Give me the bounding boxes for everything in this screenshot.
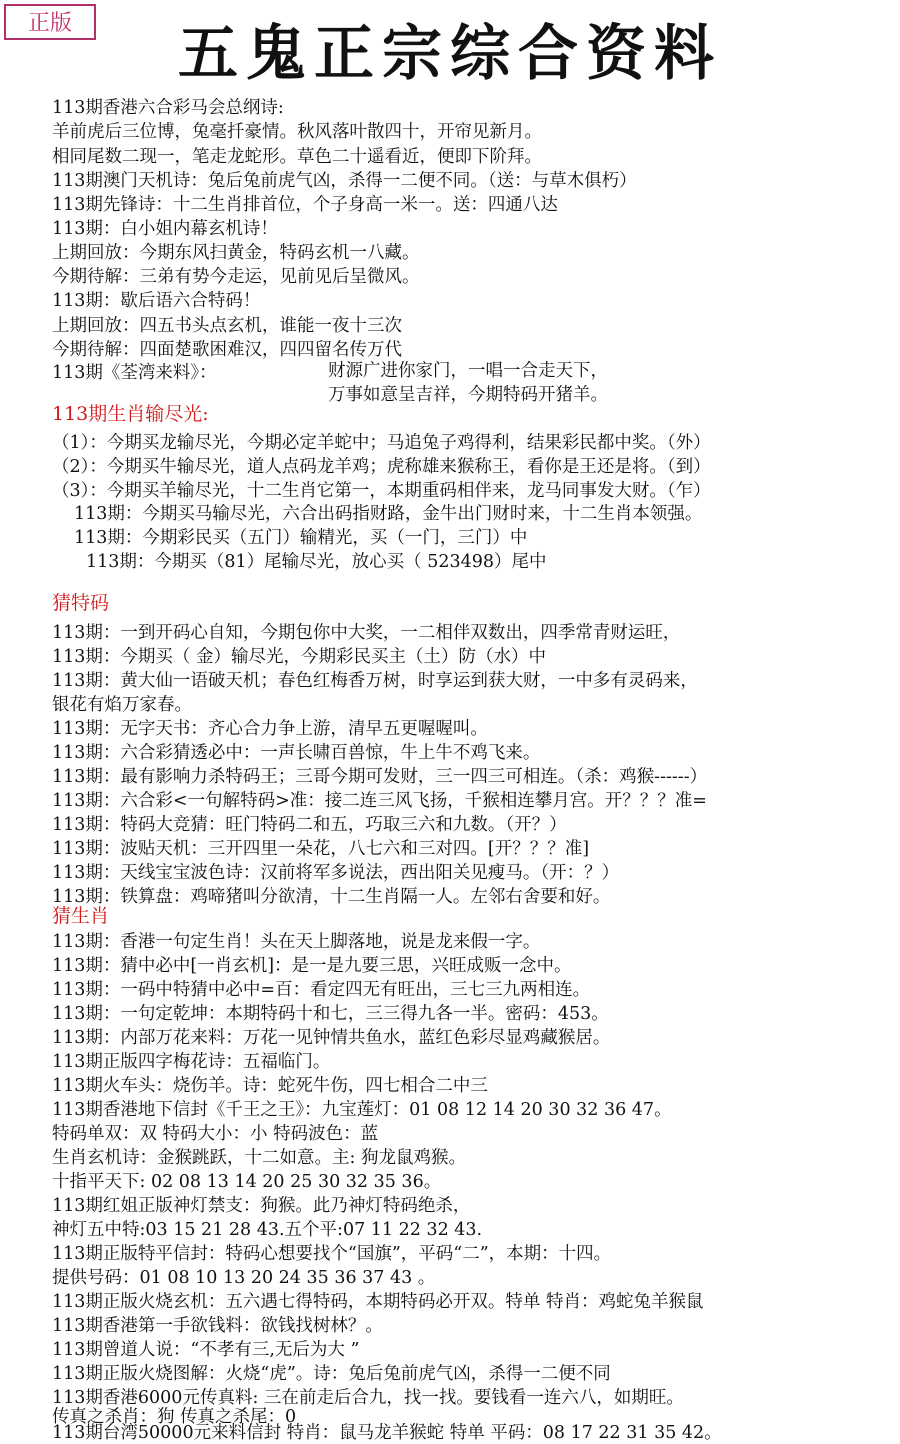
guess-code-line: 113期：一到开码心自知，今期包你中大奖，一二相伴双数出，四季常青财运旺， <box>52 623 681 643</box>
guess-code-line: 113期：黄大仙一语破天机；春色红梅香万树，时享运到获大财，一中多有灵码来， <box>52 671 698 691</box>
zodiac-line: （1）：今期买龙输尽光，今期必定羊蛇中；马追兔子鸡得利，结果彩民都中奖。（外） <box>52 433 711 453</box>
quan-line: 财源广进你家门，一唱一合走天下， <box>328 361 608 381</box>
text-line: 相同尾数二现一，笔走龙蛇形。草色二十遥看近，便即下阶拜。 <box>52 147 542 167</box>
guess-code-line: 113期：今期买（ 金）输尽光，今期彩民买主（土）防（水）中 <box>52 647 546 667</box>
text-line: 上期回放：今期东风扫黄金，特码玄机一八藏。 <box>52 243 420 263</box>
guess-zodiac-line: 113期香港地下信封《千王之王》：九宝莲灯：01 08 12 14 20 30 32 36 47。 <box>52 1100 672 1120</box>
guess-zodiac-line: 生肖玄机诗：金猴跳跃，十二如意。主: 狗龙鼠鸡猴。 <box>52 1148 466 1168</box>
guess-zodiac-line: 113期香港第一手欲钱料：欲钱找树林？。 <box>52 1316 383 1336</box>
section-heading-guess-zodiac: 猜生肖 <box>52 905 110 927</box>
text-line: 上期回放：四五书头点玄机，谁能一夜十三次 <box>52 316 402 336</box>
section-heading-zodiac: 113期生肖输尽光: <box>52 403 209 425</box>
genuine-badge: 正版 <box>4 4 96 40</box>
guess-zodiac-line: 113期正版四字梅花诗：五福临门。 <box>52 1052 331 1072</box>
guess-zodiac-line: 113期正版火烧玄机：五六遇七得特码，本期特码必开双。特单 特肖：鸡蛇兔羊猴鼠 <box>52 1292 704 1312</box>
guess-zodiac-line: 113期：香港一句定生肖！头在天上脚落地，说是龙来假一字。 <box>52 932 541 952</box>
guess-zodiac-line: 113期：一句定乾坤：本期特码十和七，三三得九各一半。密码：453。 <box>52 1004 609 1024</box>
guess-code-line: 113期：天线宝宝波色诗：汉前将军多说法，西出阳关见瘦马。（开：？） <box>52 863 620 883</box>
text-line: 113期：白小姐内幕玄机诗！ <box>52 219 278 239</box>
zodiac-line: 113期：今期彩民买（五门）输精光，买（一门，三门）中 <box>74 528 528 548</box>
guess-zodiac-line: 特码单双：双 特码大小：小 特码波色：蓝 <box>52 1124 379 1144</box>
guess-code-line: 113期：六合彩<一句解特码>准：接二连三风飞扬，千猴相连攀月宫。开？？？准= <box>52 791 707 811</box>
quan-line: 万事如意呈吉祥，今期特码开猪羊。 <box>328 385 608 405</box>
zodiac-line: （3）：今期买羊输尽光，十二生肖它第一，本期重码相伴来，龙马同事发大财。（乍） <box>52 481 711 501</box>
guess-code-line: 银花有焰万家春。 <box>52 695 192 715</box>
guess-code-line: 113期：最有影响力杀特码王；三哥今期可发财，三一四三可相连。（杀：鸡猴------） <box>52 767 708 787</box>
guess-zodiac-line: 113期曾道人说：“不孝有三,无后为大 ” <box>52 1340 360 1360</box>
guess-zodiac-line: 传真之杀肖：狗 传真之杀尾：0 <box>52 1407 297 1427</box>
page-title: 五鬼正宗综合资料 <box>178 19 722 89</box>
guess-zodiac-line: 神灯五中特:03 15 21 28 43.五个平:07 11 22 32 43. <box>52 1220 483 1240</box>
guess-zodiac-line: 提供号码：01 08 10 13 20 24 35 36 37 43 。 <box>52 1268 436 1288</box>
guess-zodiac-line: 113期正版火烧图解：火烧“虎”。诗：兔后兔前虎气凶，杀得一二便不同 <box>52 1364 611 1384</box>
guess-zodiac-line: 113期：一码中特猜中必中=百：看定四无有旺出，三七三九两相连。 <box>52 980 591 1000</box>
zodiac-line: 113期：今期买（81）尾输尽光，放心买（ 523498）尾中 <box>86 552 547 572</box>
guess-zodiac-line: 十指平天下: 02 08 13 14 20 25 30 32 35 36。 <box>52 1172 442 1192</box>
guess-zodiac-line: 113期红姐正版神灯禁支：狗猴。此乃神灯特码绝杀， <box>52 1196 471 1216</box>
text-line: 羊前虎后三位博，兔毫扦豪情。秋风落叶散四十，开帘见新月。 <box>52 122 542 142</box>
text-line: 113期：歇后语六合特码！ <box>52 291 261 311</box>
guess-zodiac-line: 113期火车头：烧伤羊。诗：蛇死牛伤，四七相合二中三 <box>52 1076 488 1096</box>
text-line: 今期待解：四面楚歌困难汉，四四留名传万代 <box>52 340 402 360</box>
guess-zodiac-line: 113期：猜中必中[一肖玄机]：是一是九要三思，兴旺成贩一念中。 <box>52 956 572 976</box>
guess-code-line: 113期：无字天书：齐心合力争上游，清早五更喔喔叫。 <box>52 719 488 739</box>
zodiac-line: 113期：今期买马输尽光，六合出码指财路，金牛出门财时来，十二生肖本领强。 <box>74 504 703 524</box>
guess-code-line: 113期：六合彩猜透必中：一声长啸百兽惊，牛上牛不鸡飞来。 <box>52 743 541 763</box>
guess-zodiac-line: 113期香港6000元传真料: 三在前走后合九，找一找。要钱看一连六八，如期旺。 <box>52 1388 684 1408</box>
guess-zodiac-line: 113期：内部万花来料：万花一见钟情共鱼水，蓝红色彩尽显鸡藏猴居。 <box>52 1028 611 1048</box>
section-heading-guess-code: 猜特码 <box>52 592 110 614</box>
guess-code-line: 113期：铁算盘：鸡啼猪叫分欲清，十二生肖隔一人。左邻右舍要和好。 <box>52 887 611 907</box>
text-line: 113期香港六合彩马会总纲诗: <box>52 98 284 118</box>
guess-code-line: 113期：特码大竞猜：旺门特码二和五，巧取三六和九数。（开？） <box>52 815 567 835</box>
guess-zodiac-line: 113期台湾50000元来料信封 特肖：鼠马龙羊猴蛇 特单 平码：08 17 22 31 35 42。 <box>52 1423 722 1443</box>
quan-label: 113期《荃湾来料》： <box>52 363 217 383</box>
text-line: 113期先锋诗：十二生肖排首位，个子身高一米一。送：四通八达 <box>52 195 558 215</box>
guess-code-line: 113期：波贴天机：三开四里一朵花，八七六和三对四。[开？？？准] <box>52 839 590 859</box>
guess-zodiac-line: 113期正版特平信封：特码心想要找个“国旗”，平码“二”，本期：十四。 <box>52 1244 612 1264</box>
text-line: 113期澳门天机诗：兔后兔前虎气凶，杀得一二便不同。（送：与草木俱朽） <box>52 171 637 191</box>
text-line: 今期待解：三弟有势今走运，见前见后呈微风。 <box>52 267 420 287</box>
zodiac-line: （2）：今期买牛输尽光，道人点码龙羊鸡；虎称雄来猴称王，看你是王还是将。（到） <box>52 457 711 477</box>
